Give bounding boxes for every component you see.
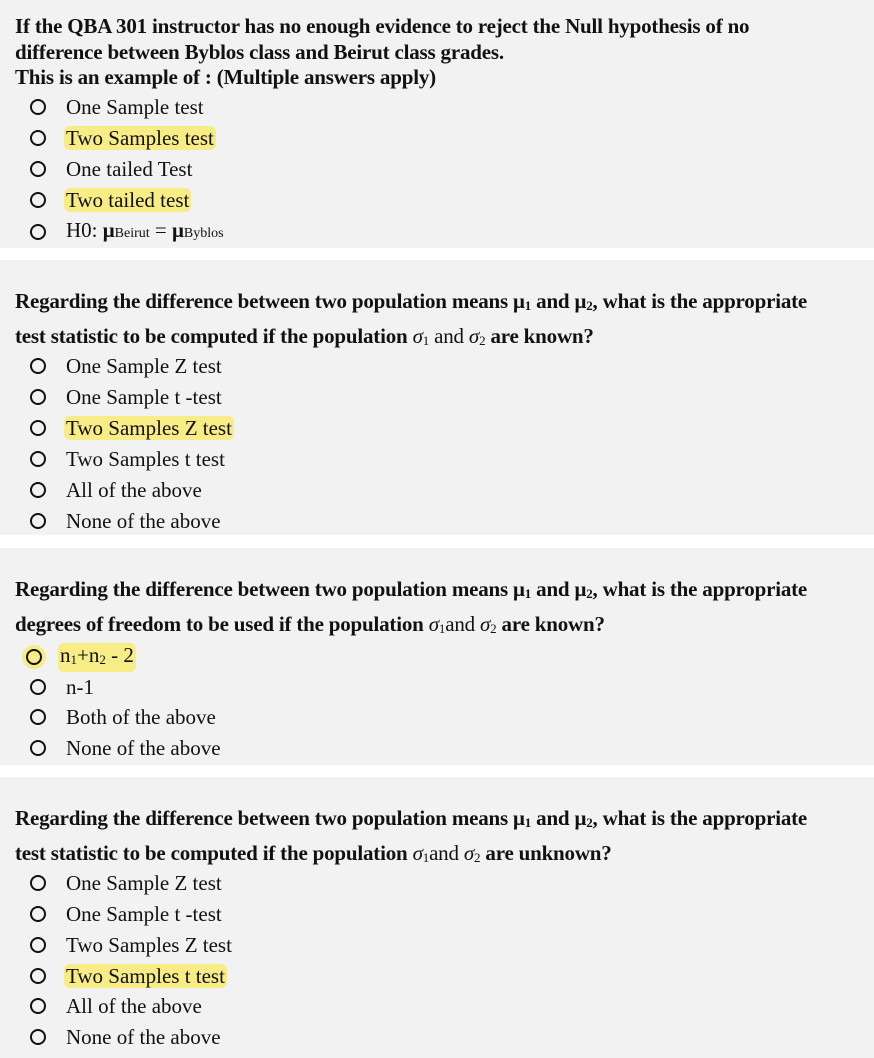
option-one-sample-t-test[interactable] bbox=[30, 900, 224, 928]
option-label: One Sample t -test bbox=[66, 385, 222, 409]
option-two-samples-t-test[interactable] bbox=[30, 445, 227, 473]
text: + bbox=[77, 642, 89, 667]
text: are known? bbox=[501, 612, 605, 636]
subscript: 2 bbox=[586, 586, 593, 601]
option-label: One Sample test bbox=[66, 95, 204, 119]
option-label: Two Samples Z test bbox=[66, 933, 232, 957]
radio-button[interactable] bbox=[30, 389, 46, 405]
sigma-symbol: σ bbox=[463, 841, 475, 865]
sigma-symbol: σ bbox=[480, 612, 491, 636]
mu-symbol: μ bbox=[172, 218, 184, 242]
text: and bbox=[536, 289, 570, 313]
subscript: 2 bbox=[474, 850, 481, 865]
radio-button[interactable] bbox=[30, 192, 46, 208]
question-line: difference between Byblos class and Beirut class grades. bbox=[15, 39, 504, 64]
question-text bbox=[15, 14, 868, 91]
option-label: None of the above bbox=[66, 509, 221, 533]
subscript: 1 bbox=[438, 621, 446, 636]
question-line bbox=[15, 838, 868, 873]
question-card-3 bbox=[0, 548, 874, 765]
subscript: Beirut bbox=[114, 226, 150, 241]
text: , what is the appropriate bbox=[592, 577, 808, 601]
subscript: 2 bbox=[586, 298, 593, 313]
mu-symbol: μ bbox=[574, 577, 587, 601]
text: and bbox=[536, 577, 570, 601]
option-one-sample-z-test[interactable] bbox=[30, 352, 224, 380]
text: n bbox=[60, 642, 71, 667]
option-label: None of the above bbox=[66, 1025, 221, 1049]
option-label: None of the above bbox=[66, 736, 221, 760]
radio-button[interactable] bbox=[30, 99, 46, 115]
option-label-highlighted: Two Samples t test bbox=[66, 964, 225, 988]
option-label: One Sample t -test bbox=[66, 902, 222, 926]
radio-button[interactable] bbox=[30, 513, 46, 529]
text: are unknown? bbox=[485, 841, 612, 865]
question-line: If the QBA 301 instructor has no enough evidence to reject the Null hypothesis of no bbox=[15, 14, 750, 38]
sigma-symbol: σ bbox=[428, 612, 439, 636]
option-n1-plus-n2-minus-2[interactable] bbox=[26, 643, 136, 671]
option-label bbox=[64, 218, 226, 246]
radio-button[interactable] bbox=[30, 906, 46, 922]
subscript: 2 bbox=[479, 333, 486, 348]
mu-symbol: μ bbox=[102, 218, 115, 242]
subscript: 1 bbox=[524, 586, 532, 601]
question-line bbox=[15, 803, 868, 838]
option-label: One tailed Test bbox=[66, 157, 193, 181]
text: and bbox=[445, 612, 475, 636]
sigma-symbol: σ bbox=[412, 324, 423, 348]
option-label-highlighted: Two Samples test bbox=[66, 126, 214, 150]
option-label: n-1 bbox=[66, 675, 94, 699]
radio-button[interactable] bbox=[30, 224, 46, 240]
mu-symbol: μ bbox=[574, 289, 587, 313]
sigma-symbol: σ bbox=[412, 841, 423, 865]
option-label: One Sample Z test bbox=[66, 354, 222, 378]
text: and bbox=[434, 324, 464, 348]
sigma-symbol: σ bbox=[468, 324, 480, 348]
question-card-2 bbox=[0, 260, 874, 535]
option-label-highlighted bbox=[58, 643, 136, 672]
text: are known? bbox=[490, 324, 594, 348]
subscript: 1 bbox=[422, 850, 430, 865]
subscript: 1 bbox=[422, 333, 430, 348]
option-label: One Sample Z test bbox=[66, 871, 222, 895]
option-two-tailed-test[interactable] bbox=[30, 186, 191, 214]
radio-button[interactable] bbox=[30, 161, 46, 177]
text: , what is the appropriate bbox=[592, 289, 808, 313]
radio-button[interactable] bbox=[30, 451, 46, 467]
text: Regarding the difference between two population means bbox=[15, 289, 508, 313]
text: Regarding the difference between two population means bbox=[15, 577, 508, 601]
radio-button[interactable] bbox=[30, 358, 46, 374]
text: - 2 bbox=[105, 642, 134, 667]
mu-symbol: μ bbox=[513, 577, 525, 601]
text: and bbox=[536, 806, 570, 830]
radio-button[interactable] bbox=[30, 937, 46, 953]
option-label: Two Samples t test bbox=[66, 447, 225, 471]
question-text bbox=[15, 574, 868, 644]
text: n bbox=[88, 642, 100, 667]
option-h0-equal-means[interactable] bbox=[30, 218, 226, 246]
option-label-highlighted: Two Samples Z test bbox=[66, 416, 232, 440]
radio-button[interactable] bbox=[30, 709, 46, 725]
question-line bbox=[15, 286, 868, 321]
option-one-sample-test[interactable] bbox=[30, 93, 206, 121]
subscript: 2 bbox=[490, 621, 497, 636]
option-n-minus-1[interactable] bbox=[30, 673, 96, 701]
option-label: Both of the above bbox=[66, 705, 216, 729]
option-all-of-the-above[interactable] bbox=[30, 992, 204, 1020]
question-text bbox=[15, 286, 868, 356]
question-text bbox=[15, 803, 868, 873]
question-line bbox=[15, 574, 868, 609]
option-none-of-the-above[interactable] bbox=[30, 507, 223, 535]
radio-button[interactable] bbox=[30, 482, 46, 498]
subscript: Byblos bbox=[183, 226, 224, 241]
option-two-samples-t-test[interactable] bbox=[30, 962, 227, 990]
equals-sign: = bbox=[154, 218, 167, 242]
text: test statistic to be computed if the population bbox=[15, 324, 408, 348]
text: degrees of freedom to be used if the population bbox=[15, 612, 424, 636]
text: Regarding the difference between two population means bbox=[15, 806, 508, 830]
question-card-1 bbox=[0, 0, 874, 248]
question-card-4 bbox=[0, 777, 874, 1058]
radio-button[interactable] bbox=[26, 649, 42, 665]
option-one-sample-t-test[interactable] bbox=[30, 383, 224, 411]
option-all-of-the-above[interactable] bbox=[30, 476, 204, 504]
text: and bbox=[429, 841, 459, 865]
question-line: This is an example of : (Multiple answers apply) bbox=[15, 65, 436, 89]
subscript: 1 bbox=[524, 815, 532, 830]
radio-button[interactable] bbox=[30, 420, 46, 436]
mu-symbol: μ bbox=[574, 806, 587, 830]
radio-button[interactable] bbox=[30, 875, 46, 891]
option-two-samples-z-test[interactable] bbox=[30, 414, 234, 442]
option-one-sample-z-test[interactable] bbox=[30, 869, 224, 897]
option-none-of-the-above[interactable] bbox=[30, 1023, 223, 1051]
option-two-samples-test[interactable] bbox=[30, 124, 216, 152]
option-label: All of the above bbox=[66, 994, 202, 1018]
subscript: 2 bbox=[586, 815, 593, 830]
option-both-of-the-above[interactable] bbox=[30, 703, 218, 731]
option-none-of-the-above[interactable] bbox=[30, 734, 223, 762]
subscript: 1 bbox=[70, 651, 77, 667]
radio-button[interactable] bbox=[30, 998, 46, 1014]
radio-button[interactable] bbox=[30, 968, 46, 984]
mu-symbol: μ bbox=[513, 289, 525, 313]
radio-button[interactable] bbox=[30, 1029, 46, 1045]
option-label-highlighted: Two tailed test bbox=[66, 188, 190, 212]
option-two-samples-z-test[interactable] bbox=[30, 931, 234, 959]
radio-button[interactable] bbox=[30, 679, 46, 695]
h0-prefix: H0: bbox=[66, 218, 98, 242]
option-one-tailed-test[interactable] bbox=[30, 155, 194, 183]
mu-symbol: μ bbox=[513, 806, 525, 830]
text: test statistic to be computed if the population bbox=[15, 841, 408, 865]
question-line bbox=[15, 609, 868, 644]
subscript: 2 bbox=[99, 651, 106, 667]
option-label: All of the above bbox=[66, 478, 202, 502]
subscript: 1 bbox=[524, 298, 532, 313]
question-line bbox=[15, 321, 868, 356]
text: , what is the appropriate bbox=[592, 806, 808, 830]
radio-button[interactable] bbox=[30, 740, 46, 756]
radio-button[interactable] bbox=[30, 130, 46, 146]
